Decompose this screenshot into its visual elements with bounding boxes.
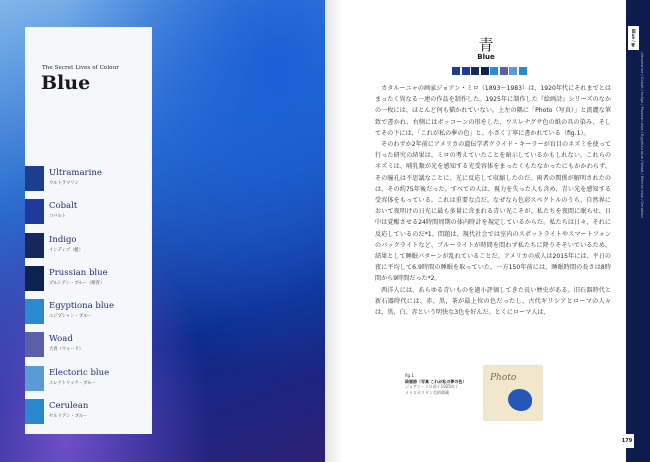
swatch-name-ja: コバルト (49, 214, 67, 220)
swatch-name-en: Prussian blue (49, 267, 108, 278)
swatch-name-ja: ウルトラマリン (49, 181, 79, 186)
main-title: Blue (41, 72, 91, 94)
swatch-chip (25, 332, 44, 357)
body-paragraph: そのわずか2年前にアメリカの遺伝学者クライド・キーラーが盲目のネズミを使って行った研究の結果は、ミロの考えていたことを暗示しているかもしれない。これらのネズミは、哺乳類が光を感知する光受容体をまったくもたなかったにもかかわらず、その瞳孔は不思議なことに、光に反応して収縮したのだ。両者の関係が解明されたのは、その約75年後だった。すべての人は、視力を失った人も含め、青い光を感知する受容体をもっている。これは重要な点だ。なぜなら色彩スペクトルのうち、自然界において夜明けの日光に最も多量に含まれる青い光こそが、私たちを夜間に眠らせ、日中は覚醒させる24時間周期の体内時計を規定しているからだ。私たちは日々、それに反応しているのだ*1。問題は、現代社会では室内のスポットライトやスマートフォンのバックライトなど、ブルーライトが時間を問わず私たちに降りそそいでいるため、結果として睡眠パターンが乱れていることだ。アメリカの成人は2015年には、平日の夜に平均して6.9時間の睡眠を取っていた。一方150年前には、睡眠時間の長さは8時間から9時間だった*2。 (375, 141, 611, 283)
blue-paint-blob (508, 389, 532, 411)
swatch-chip (25, 233, 44, 258)
color-chip (500, 67, 508, 75)
body-text (375, 83, 611, 318)
swatch-chip (25, 299, 44, 324)
kanji-title: 青 (478, 36, 494, 54)
swatch-name-en: Cobalt (49, 201, 78, 212)
swatch-name-ja: セルリアン・ブルー (49, 414, 88, 420)
color-chip (509, 67, 517, 75)
figure-label: fig.1 (405, 373, 414, 378)
gutter-shadow (325, 0, 343, 462)
body-paragraph: カタルーニャの画家ジョアン・ミロ（1893〜1983）は、1920年代にそれまでとはまったく異なる一連の作品を制作した。1925年に制作した『絵画詩』シリーズのなかの一枚には、ほとんど何も描かれていない。上左の隅に「Photo（写真）」と流麗な筆致で書かれ、右側にはボッコーンの形をした、ワスレナグサ色の紙の具の染み、そしてその下には、「これが私の夢の色」と、小さく丁寧に書かれている（fig.1）。 (375, 85, 611, 137)
figure-credit: ジョアン・ミロ画 / 1925年 / (405, 384, 458, 389)
body-paragraph: 西洋人には、あらゆる青いものを過小評価してきた長い歴史がある。旧石器時代と新石器時代には、赤、黒、茶が最上位の色だったし、古代ギリシアとローマの人々は、黒、白、赤という明快な3色を好んだ。とくにローマ人は、 (375, 286, 611, 317)
color-chip (481, 67, 489, 75)
color-chip (471, 67, 479, 75)
swatch-item (25, 199, 152, 224)
swatch-item (25, 332, 152, 357)
figure-caption (405, 373, 481, 395)
swatch-item (25, 366, 152, 391)
painting-script: Photo (490, 373, 517, 383)
swatch-chip (25, 199, 44, 224)
color-chip (452, 67, 460, 75)
swatch-name-en: Electoric blue (49, 367, 110, 378)
color-chip (462, 67, 470, 75)
page-number: 179 (620, 434, 634, 448)
swatch-name-ja: プルシアン・ブルー（紺青） (49, 280, 105, 286)
edge-tab-color-list: Ultramarine / Cobalt / Indigo / Prussian blue / Egyptian blue / Woad / Electric blue / Cerulean (640, 52, 644, 218)
edge-index-tab (626, 0, 650, 462)
swatch-chip (25, 266, 44, 291)
figure-credit: メトロポリタン美術館蔵 (405, 389, 449, 395)
figure-title: 絵画詩（写真 これが私の夢の色） (405, 378, 467, 384)
swatch-panel (25, 27, 152, 434)
swatch-name-en: Woad (49, 334, 73, 345)
figure-painting (484, 366, 542, 420)
color-chip (519, 67, 527, 75)
swatch-name-en: Egyptiona blue (49, 301, 115, 312)
swatch-item (25, 166, 152, 191)
swatch-chip (25, 166, 44, 191)
swatch-name-ja: 大青（ウォード） (49, 347, 84, 353)
swatch-item (25, 266, 152, 291)
swatch-name-en: Cerulean (49, 401, 89, 412)
swatch-chip (25, 399, 44, 424)
swatch-item (25, 233, 152, 258)
english-title: Blue (477, 53, 495, 61)
swatch-name-ja: エジプシャン・ブルー (49, 314, 92, 320)
swatch-name-en: Ultramarine (49, 168, 102, 178)
swatch-item (25, 299, 152, 324)
series-title: The Secret Lives of Colour (42, 65, 119, 71)
swatch-name-en: Indigo (49, 234, 77, 245)
swatch-chip (25, 366, 44, 391)
swatch-name-ja: エレクトリック・ブルー (49, 380, 96, 386)
swatch-item (25, 399, 152, 424)
color-chip-strip (452, 67, 527, 75)
swatch-list (25, 166, 152, 432)
swatch-name-ja: インディゴ（藍） (49, 247, 84, 253)
color-chip (490, 67, 498, 75)
edge-tab-label: Blue / 青 (628, 26, 639, 50)
